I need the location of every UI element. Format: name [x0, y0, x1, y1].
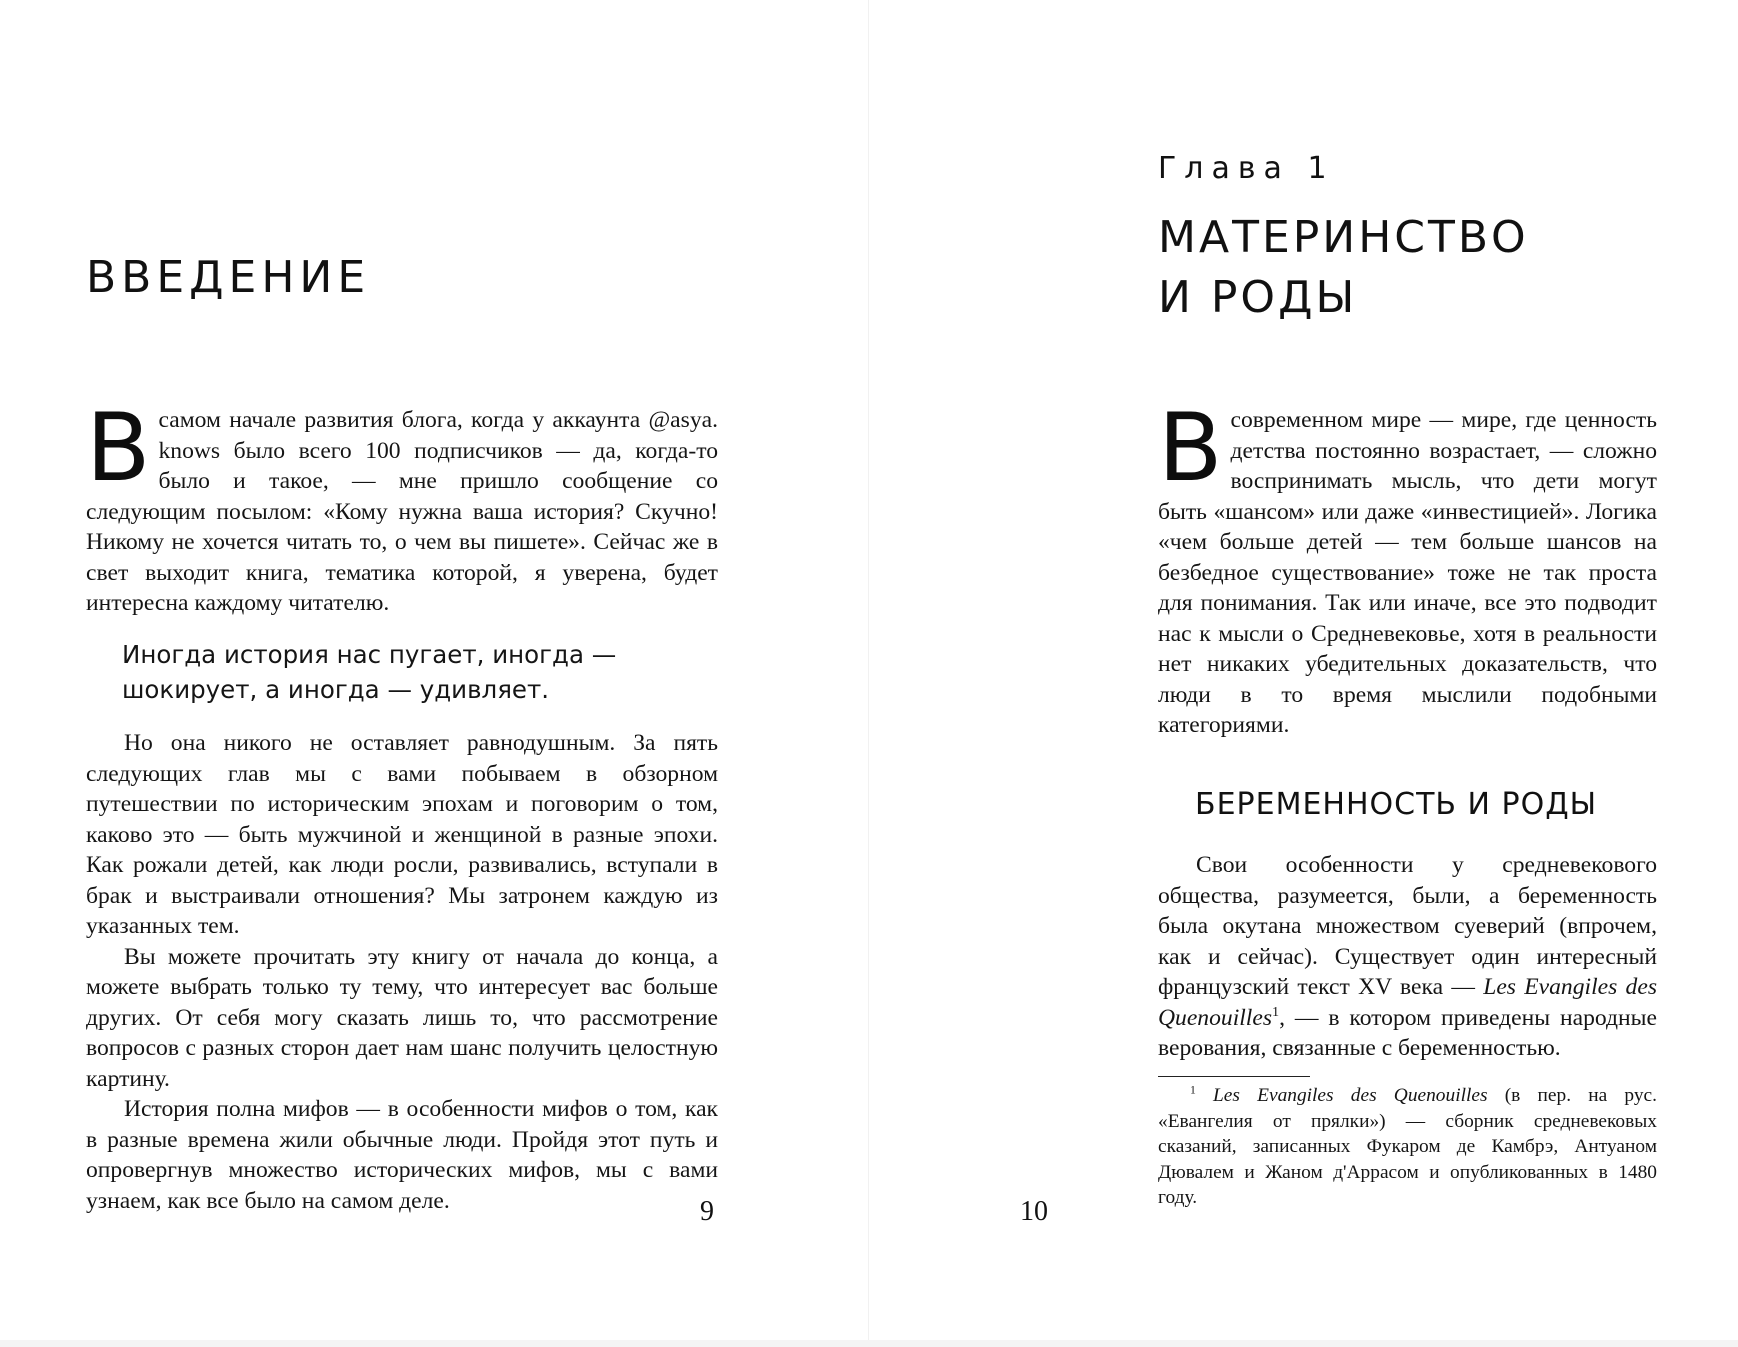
footnote-text: (в пер. на рус. «Евангелия от прялки») — сборник средневековых сказаний, записанных Фукаром де Камбрэ, Антуаном Дювалем и Жаном д'Аррасом и опубликованных в 1480 году.: [1158, 1085, 1657, 1208]
intro-paragraph-2: Но она никого не оставляет равнодушным. За пять следующих глав мы с вами побываем в обзорном путешествии по историческим эпохам и поговорим о том, каково это — быть мужчиной и женщиной в разные эпохи. Как рожали детей, как люди росли, развивались, вступали в брак и выстраивали отношения? Мы затронем каждую из указанных тем.: [86, 730, 718, 939]
source-title-italic: Les Evangiles des Quenouilles: [1158, 974, 1658, 1031]
pull-quote-line-1: Иногда история нас пугает, иногда —: [122, 640, 617, 669]
drop-cap: В: [86, 394, 151, 503]
book-gutter: [868, 0, 869, 1347]
footnote-divider: [1158, 1076, 1310, 1077]
intro-paragraph-4: История полна мифов — в особенности мифов о том, как в разные времена жили обычные люди. Пройдя этот путь и опровергнув множество исторических мифов, мы с вами узнаем, как все было на самом деле.: [86, 1096, 718, 1214]
footnote: [1158, 1083, 1657, 1211]
introduction-title: ВВЕДЕНИЕ: [86, 252, 371, 303]
intro-paragraph-3: Вы можете прочитать эту книгу от начала до конца, а можете выбрать только ту тему, что интересует вас больше других. От себя могу сказать лишь то, что рассмотрение вопросов с разных сторон дает нам шанс получить целостную картину.: [86, 943, 718, 1092]
bottom-edge: [0, 1340, 1738, 1347]
page-number-right: 10: [1020, 1196, 1048, 1227]
intro-paragraph-1-text: самом начале развития блога, когда у аккаунта @asya. knows было всего 100 подписчиков — да, когда-то было и такое, — мне пришло сообщение со следующим посылом: «Кому нужна ваша история? Скучно! Никому не хочется читать то, о чем вы пишете». Сейчас же в свет выходит книга, тематика которой, я уверена, будет интересна каждому читателю.: [86, 407, 718, 616]
chapter-paragraph-2-start: Свои особенности у средневекового общества, разумеется, были, а беременность была окутана множеством суеверий (впрочем, как и сейчас). Существует один интересный французский текст XV века —: [1158, 852, 1657, 1000]
chapter-paragraph-1: [1158, 394, 1657, 741]
chapter-label: Глава 1: [1158, 151, 1335, 186]
chapter-title-line-2: И РОДЫ: [1158, 272, 1358, 323]
intro-paragraph-1: [86, 394, 718, 619]
footnote-italic-title: Les Evangiles des Quenouilles: [1213, 1085, 1488, 1106]
footnote-number: 1: [1190, 1083, 1196, 1097]
chapter-paragraph-1-text: современном мире — мире, где ценность детства постоянно возрастает, — сложно воспринимать мысль, что дети могут быть «шансом» или даже «инвестицией». Логика «чем больше детей — тем больше шансов на безбедное существование» тоже не так проста для понимания. Так или иначе, все это подводит нас к мысли о Средневековье, хотя в реальности нет никаких убедительных доказательств, что люди в то время мыслили подобными категориями.: [1158, 407, 1657, 738]
intro-body: [86, 728, 718, 1216]
chapter-title-line-1: МАТЕРИНСТВО: [1158, 212, 1529, 263]
chapter-paragraph-2-end: , — в котором приведены народные верования, связанные с беременностью.: [1158, 1004, 1657, 1061]
chapter-paragraph-2: [1158, 850, 1657, 1064]
drop-cap: В: [1158, 394, 1223, 503]
chapter-body: [1158, 850, 1657, 1064]
pull-quote: [122, 637, 682, 707]
pull-quote-line-2: шокирует, а иногда — удивляет.: [122, 675, 550, 704]
section-title: БЕРЕМЕННОСТЬ И РОДЫ: [1195, 787, 1598, 822]
footnote-marker[interactable]: 1: [1272, 1003, 1280, 1020]
page-number-left: 9: [700, 1196, 714, 1227]
chapter-title: [1158, 208, 1529, 328]
